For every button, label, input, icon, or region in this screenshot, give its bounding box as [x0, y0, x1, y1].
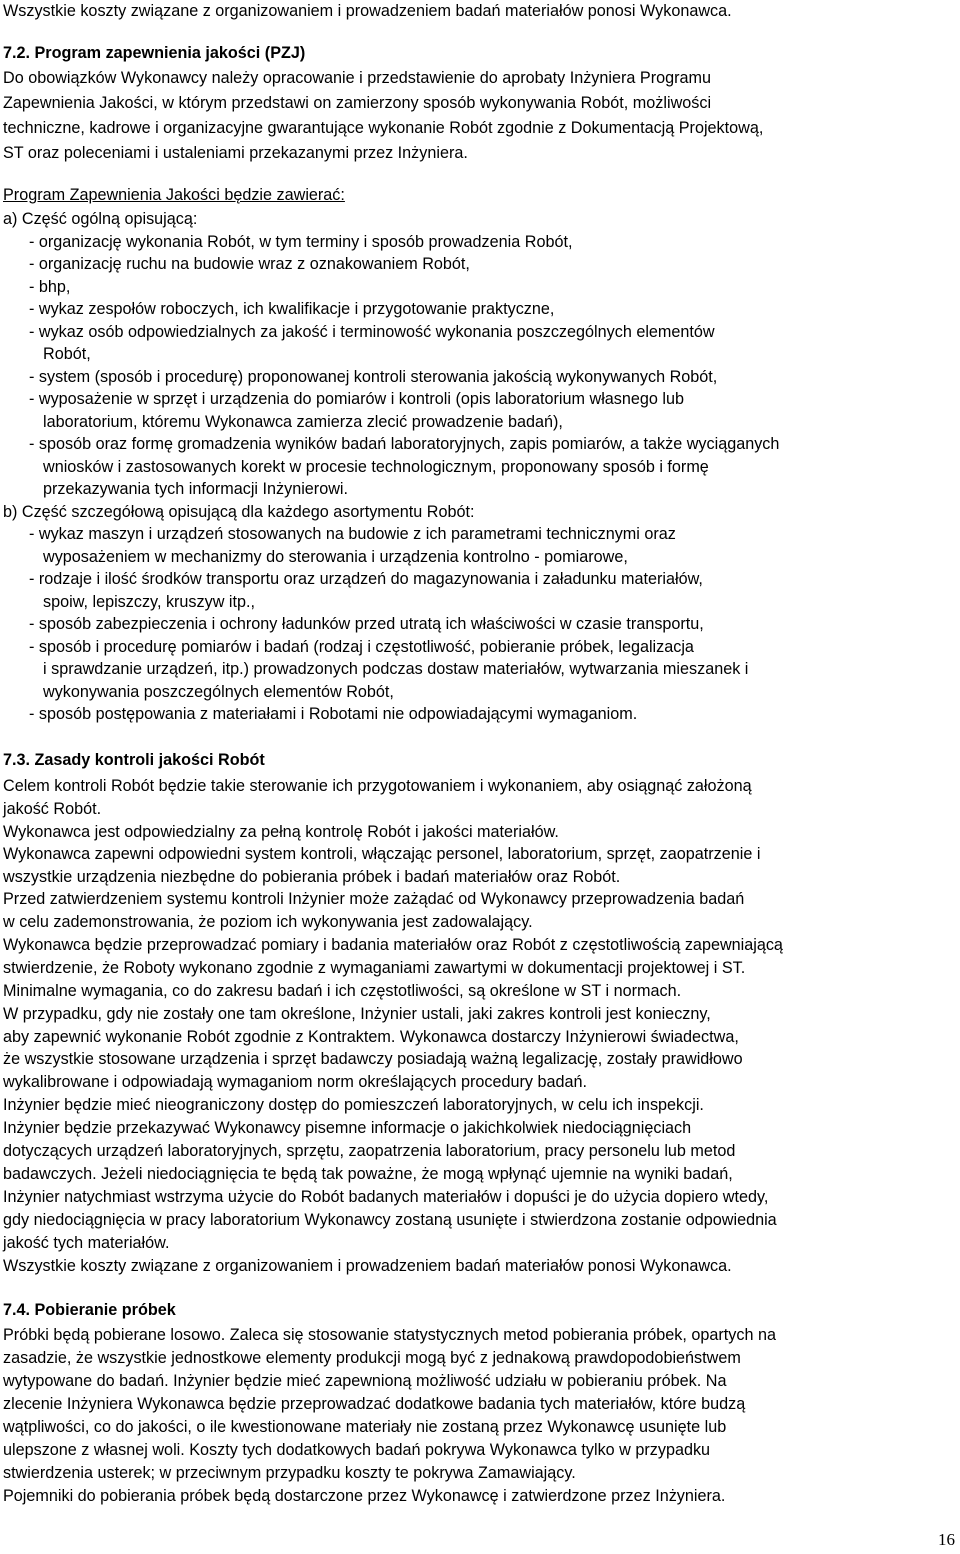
paragraph-line: Wszystkie koszty związane z organizowaniem i prowadzeniem badań materiałów ponosi Wykonawca.	[3, 1257, 732, 1275]
paragraph-line: Minimalne wymagania, co do zakresu badań i ich częstotliwości, są określone w ST i normach.	[3, 982, 682, 1000]
paragraph-line: W przypadku, gdy nie zostały one tam określone, Inżynier ustali, jaki zakres kontroli jest konieczny,	[3, 1005, 711, 1023]
list-item-continuation: spoiw, lepiszczy, kruszyw itp.,	[43, 593, 255, 611]
list-item: - sposób zabezpieczenia i ochrony ładunków przed utratą ich właściwości w czasie transportu,	[29, 615, 704, 633]
part-b-title: b) Część szczegółową opisującą dla każdego asortymentu Robót:	[3, 503, 475, 521]
list-item: - sposób postępowania z materiałami i Robotami nie odpowiadającymi wymaganiom.	[29, 705, 638, 723]
program-title: Program Zapewnienia Jakości będzie zawierać:	[3, 186, 345, 204]
paragraph-line: Próbki będą pobierane losowo. Zaleca się stosowanie statystycznych metod pobierania próbek, opartych na	[3, 1326, 776, 1344]
list-item: - wykaz maszyn i urządzeń stosowanych na budowie z ich parametrami technicznymi oraz	[29, 525, 676, 543]
list-item-continuation: laboratorium, któremu Wykonawca zamierza zlecić prowadzenie badań),	[43, 413, 563, 431]
paragraph-line: Inżynier natychmiast wstrzyma użycie do Robót badanych materiałów i dopuści je do użycia dopiero wtedy,	[3, 1188, 769, 1206]
paragraph-line: ulepszone z własnej woli. Koszty tych dodatkowych badań pokrywa Wykonawca tylko w przypadku	[3, 1441, 711, 1459]
paragraph-line: Pojemniki do pobierania próbek będą dostarczone przez Wykonawcę i zatwierdzone przez Inżyniera.	[3, 1487, 726, 1505]
list-item-continuation: Robót,	[43, 345, 91, 363]
list-item-continuation: wniosków i zastosowanych korekt w procesie technologicznym, proponowany sposób i formę	[43, 458, 709, 476]
list-item: - wykaz zespołów roboczych, ich kwalifikacje i przygotowanie praktyczne,	[29, 300, 555, 318]
paragraph-line: aby zapewnić wykonanie Robót zgodnie z Kontraktem. Wykonawca dostarczy Inżynierowi świadectwa,	[3, 1028, 739, 1046]
list-item: - rodzaje i ilość środków transportu oraz urządzeń do magazynowania i załadunku materiałów,	[29, 570, 703, 588]
list-item-continuation: i sprawdzanie urządzeń, itp.) prowadzonych podczas dostaw materiałów, wytwarzania mieszanek i	[43, 660, 749, 678]
list-item: - bhp,	[29, 278, 71, 296]
paragraph-line: ST oraz poleceniami i ustaleniami przekazanymi przez Inżyniera.	[3, 144, 468, 162]
list-item: - organizację wykonania Robót, w tym terminy i sposób prowadzenia Robót,	[29, 233, 573, 251]
paragraph-line: zlecenie Inżyniera Wykonawca będzie przeprowadzać dodatkowe badania tych materiałów, które budzą	[3, 1395, 746, 1413]
paragraph-line: Wykonawca jest odpowiedzialny za pełną kontrolę Robót i jakości materiałów.	[3, 823, 559, 841]
paragraph-line: badawczych. Jeżeli niedociągnięcia te będą tak poważne, że mogą wpłynąć ujemnie na wyniki badań,	[3, 1165, 733, 1183]
paragraph-line: Inżynier będzie przekazywać Wykonawcy pisemne informacje o jakichkolwiek niedociągnięciach	[3, 1119, 692, 1137]
paragraph-line: Wykonawca zapewni odpowiedni system kontroli, włączając personel, laboratorium, sprzęt, zaopatrzenie i	[3, 845, 761, 863]
part-a-title: a) Część ogólną opisującą:	[3, 210, 198, 228]
paragraph-line: Wykonawca będzie przeprowadzać pomiary i badania materiałów oraz Robót z częstotliwością zapewniającą	[3, 936, 783, 954]
list-item: - organizację ruchu na budowie wraz z oznakowaniem Robót,	[29, 255, 470, 273]
intro-paragraph: Wszystkie koszty związane z organizowaniem i prowadzeniem badań materiałów ponosi Wykonawca.	[3, 2, 732, 20]
list-item-continuation: przekazywania tych informacji Inżynierowi.	[43, 480, 348, 498]
list-item: - wyposażenie w sprzęt i urządzenia do pomiarów i kontroli (opis laboratorium własnego lub	[29, 390, 685, 408]
paragraph-line: Inżynier będzie mieć nieograniczony dostęp do pomieszczeń laboratoryjnych, w celu ich inspekcji.	[3, 1096, 704, 1114]
section-7-2-heading: 7.2. Program zapewnienia jakości (PZJ)	[3, 44, 306, 62]
list-item: - wykaz osób odpowiedzialnych za jakość i terminowość wykonania poszczególnych elementów	[29, 323, 715, 341]
list-item: - system (sposób i procedurę) proponowanej kontroli sterowania jakością wykonywanych Robót,	[29, 368, 718, 386]
paragraph-line: gdy niedociągnięcia w pracy laboratorium Wykonawcy zostaną usunięte i stwierdzona zostanie odpowiednia	[3, 1211, 777, 1229]
page-number: 16	[938, 1530, 955, 1549]
paragraph-line: jakość Robót.	[3, 800, 102, 818]
section-7-4-heading: 7.4. Pobieranie próbek	[3, 1301, 176, 1319]
paragraph-line: dotyczących urządzeń laboratoryjnych, sprzętu, zaopatrzenia laboratorium, pracy personelu lub metod	[3, 1142, 736, 1160]
paragraph-line: że wszystkie stosowane urządzenia i sprzęt badawczy posiadają ważną legalizację, zostały prawidłowo	[3, 1050, 743, 1068]
paragraph-line: wszystkie urządzenia niezbędne do pobierania próbek i badań materiałów oraz Robót.	[3, 868, 621, 886]
paragraph-line: Do obowiązków Wykonawcy należy opracowanie i przedstawienie do aprobaty Inżyniera Programu	[3, 69, 711, 87]
list-item-continuation: wykonywania poszczególnych elementów Robót,	[43, 683, 394, 701]
paragraph-line: Zapewnienia Jakości, w którym przedstawi on zamierzony sposób wykonywania Robót, możliwości	[3, 94, 712, 112]
paragraph-line: Celem kontroli Robót będzie takie sterowanie ich przygotowaniem i wykonaniem, aby osiągnąć założoną	[3, 777, 752, 795]
paragraph-line: zasadzie, że wszystkie jednostkowe elementy produkcji mogą być z jednakową prawdopodobieństwem	[3, 1349, 741, 1367]
paragraph-line: stwierdzenia usterek; w przeciwnym przypadku koszty te pokrywa Zamawiający.	[3, 1464, 576, 1482]
list-item: - sposób oraz formę gromadzenia wyników badań laboratoryjnych, zapis pomiarów, a także wyciąganych	[29, 435, 780, 453]
paragraph-line: Przed zatwierdzeniem systemu kontroli Inżynier może zażądać od Wykonawcy przeprowadzenia badań	[3, 890, 745, 908]
paragraph-line: jakość tych materiałów.	[3, 1234, 170, 1252]
paragraph-line: wykalibrowane i odpowiadają wymaganiom norm określających procedury badań.	[3, 1073, 587, 1091]
paragraph-line: stwierdzenie, że Roboty wykonano zgodnie z wymaganiami zawartymi w dokumentacji projektowej i ST.	[3, 959, 746, 977]
list-item: - sposób i procedurę pomiarów i badań (rodzaj i częstotliwość, pobieranie próbek, legalizacja	[29, 638, 694, 656]
section-7-3-heading: 7.3. Zasady kontroli jakości Robót	[3, 751, 265, 769]
paragraph-line: w celu zademonstrowania, że poziom ich wykonywania jest zadowalający.	[3, 913, 533, 931]
paragraph-line: wytypowane do badań. Inżynier będzie mieć zapewnioną możliwość udziału w pobieraniu próbek. Na	[3, 1372, 727, 1390]
list-item-continuation: wyposażeniem w mechanizmy do sterowania i urządzenia kontrolno - pomiarowe,	[43, 548, 628, 566]
paragraph-line: techniczne, kadrowe i organizacyjne gwarantujące wykonanie Robót zgodnie z Dokumentacją Projektową,	[3, 119, 764, 137]
paragraph-line: wątpliwości, co do jakości, o ile kwestionowane materiały nie zostaną przez Wykonawcę usunięte lub	[3, 1418, 727, 1436]
